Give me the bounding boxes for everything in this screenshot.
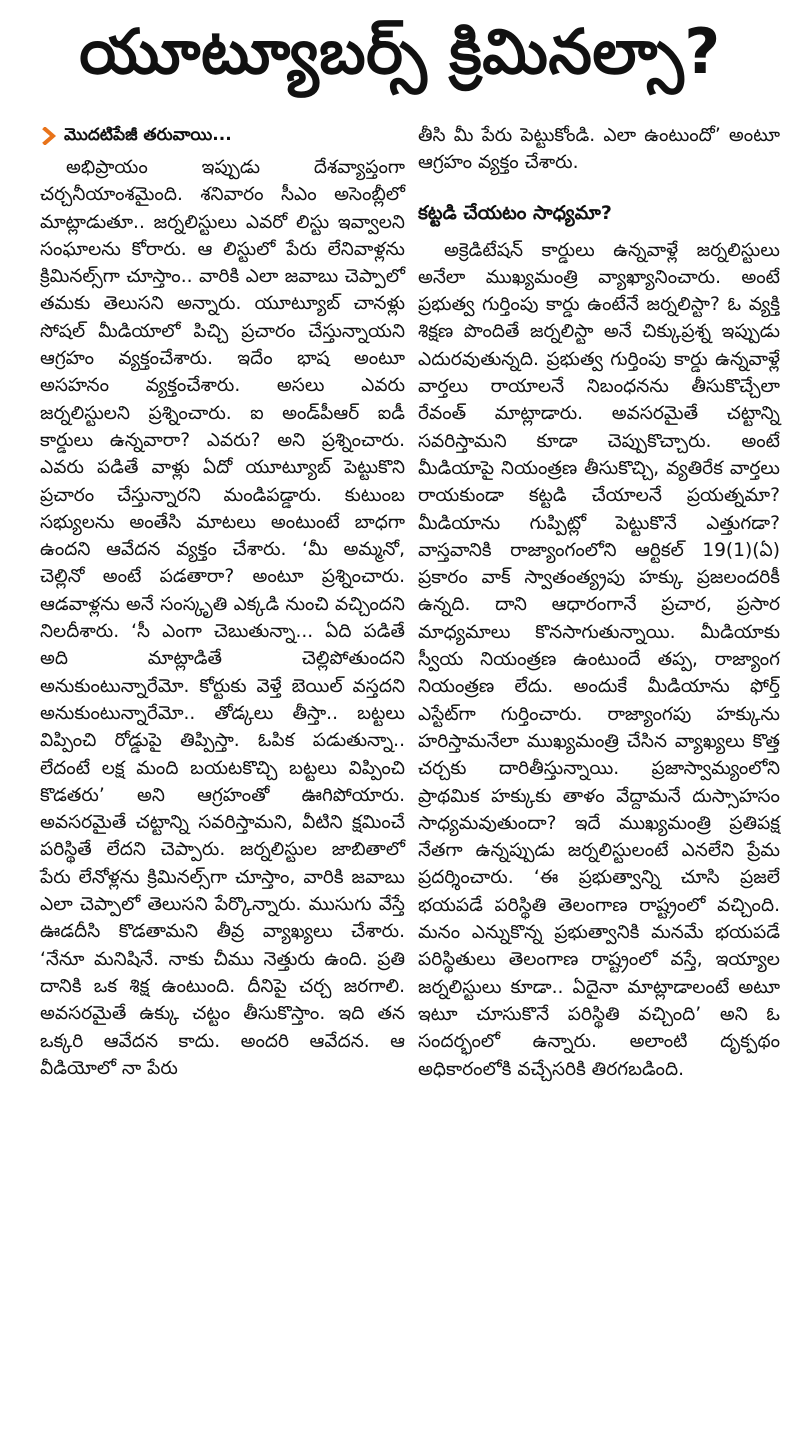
continuation-marker — [40, 122, 405, 150]
left-column — [40, 122, 405, 1082]
subheading: కట్టడి చేయటం సాధ్యమా? — [418, 201, 612, 224]
right-paragraph: అక్రెడిటేషన్ కార్డులు ఉన్నవాళ్లే జర్నలిస్టులు అనేలా ముఖ్యమంత్రి వ్యాఖ్యానించారు. అంటే ప్రభుత్వ గుర్తింపు కార్డు ఉంటేనే జర్నలిస్టా? ఓ వ్యక్తి శిక్షణ పొందితే జర్నలిస్టా అనే చిక్కుప్రశ్న ఇప్పుడు ఎదురవుతున్నది. ప్రభుత్వ గుర్తింపు కార్డు ఉన్నవాళ్లే వార్తలు రాయాలనే నిబంధనను తీసుకొచ్చేలా రేవంత్ మాట్లాడారు. అవసరమైతే చట్టాన్ని సవరిస్తామని కూడా చెప్పుకొచ్చారు. అంటే మీడియాపై నియంత్రణ తీసుకొచ్చి, వ్యతిరేక వార్తలు రాయకుండా కట్టడి చేయాలనే ప్రయత్నమా? మీడియాను గుప్పిట్లో పెట్టుకొనే ఎత్తుగడా? వాస్తవానికి రాజ్యాంగంలోని ఆర్టికల్ 19(1)(ఏ) ప్రకారం వాక్ స్వాతంత్య్రపు హక్కు ప్రజలందరికీ ఉన్నది. దాని ఆధారంగానే ప్రచార, ప్రసార మాధ్యమాలు కొనసాగుతున్నాయి. మీడియాకు స్వీయ నియంత్రణ ఉంటుందే తప్ప, రాజ్యాంగ నియంత్రణ లేదు. అందుకే మీడియాను ఫోర్త్ ఎస్టేట్‌గా గుర్తించారు. రాజ్యాంగపు హక్కును హరిస్తామనేలా ముఖ్యమంత్రి చేసిన వ్యాఖ్యలు కొత్త చర్చకు దారితీస్తున్నాయి. ప్రజాస్వామ్యంలోని ప్రాథమిక హక్కుకు తాళం వేద్దామనే దుస్సాహసం సాధ్యమవుతుందా? ఇదే ముఖ్యమంత్రి ప్రతిపక్ష నేతగా ఉన్నప్పుడు జర్నలిస్టులంటే ఎనలేని ప్రేమ ప్రదర్శించారు. ‘ఈ ప్రభుత్వాన్ని చూసి ప్రజలే భయపడే పరిస్థితి తెలంగాణ రాష్ట్రంలో వచ్చింది. మనం ఎన్నుకొన్న ప్రభుత్వానికి మనమే భయపడే పరిస్థితులు తెలంగాణ రాష్ట్రంలో వస్తే, ఇయ్యాల జర్నలిస్టులు కూడా.. ఏదైనా మాట్లాడాలంటే అటూ ఇటూ చూసుకొనే పరిస్థితి వచ్చింది’ అని ఓ సందర్భంలో ఉన్నారు. అలాంటి దృక్పథం అధికారంలోకి వచ్చేసరికి తిరగబడింది. — [418, 239, 780, 1080]
left-paragraph: అభిప్రాయం ఇప్పుడు దేశవ్యాప్తంగా చర్చనీయాంశమైంది. శనివారం సీఎం అసెంబ్లీలో మాట్లాడుతూ.. జర్నలిస్టులు ఎవరో లిస్టు ఇవ్వాలని సంఘాలను కోరారు. ఆ లిస్టులో పేరు లేనివాళ్లను క్రిమినల్స్‌గా చూస్తాం.. వారికి ఎలా జవాబు చెప్పాలో తమకు తెలుసని అన్నారు. యూట్యూబ్ చానళ్లు సోషల్ మీడియాలో పిచ్చి ప్రచారం చేస్తున్నాయని ఆగ్రహం వ్యక్తంచేశారు. ఇదేం భాష అంటూ అసహనం వ్యక్తంచేశారు. అసలు ఎవరు జర్నలిస్టులని ప్రశ్నించారు. ఐ అండ్‌పీఆర్ ఐడీ కార్డులు ఉన్నవారా? ఎవరు? అని ప్రశ్నించారు. ఎవరు పడితే వాళ్లు ఏదో యూట్యూబ్ పెట్టుకొని ప్రచారం చేస్తున్నారని మండిపడ్డారు. కుటుంబ సభ్యులను అంతేసి మాటలు అంటుంటే బాధగా ఉందని ఆవేదన వ్యక్తం చేశారు. ‘మీ అమ్మనో, చెల్లినో అంటే పడతారా? అంటూ ప్రశ్నించారు. ఆడవాళ్లను అనే సంస్కృతి ఎక్కడి నుంచి వచ్చిందని నిలదీశారు. ‘సీ ఎంగా చెబుతున్నా... ఏది పడితే అది మాట్లాడితే చెల్లిపోతుందని అనుకుంటున్నారేమో. కోర్టుకు వెళ్తే బెయిల్ వస్తదని అనుకుంటున్నారేమో.. తోడ్కలు తీస్తా.. బట్టలు విప్పించి రోడ్డుపై తిప్పిస్తా. ఓపిక పడుతున్నా.. లేదంటే లక్ష మంది బయటకొచ్చి బట్టలు విప్పించి కొడతరు’ అని ఆగ్రహంతో ఊగిపోయారు. అవసరమైతే చట్టాన్ని సవరిస్తామని, వీటిని క్షమించే పరిస్థితే లేదని చెప్పారు. జర్నలిస్టుల జాబితాలో పేరు లేనోళ్లను క్రిమినల్స్‌గా చూస్తాం, వారికి జవాబు ఎలా చెప్పాలో తెలుసని పేర్కొన్నారు. ముసుగు వేస్తే ఊడదీసి కొడతామని తీవ్ర వ్యాఖ్యలు చేశారు. ‘నేనూ మనిషినే. నాకు చీము నెత్తురు ఉంది. ప్రతి దానికి ఒక శిక్ష ఉంటుంది. దీనిపై చర్చ జరగాలి. అవసరమైతే ఉక్కు చట్టం తీసుకొస్తాం. ఇది తన ఒక్కరి ఆవేదన కాదు. అందరి ఆవేదన. ఆ వీడియోలో నా పేరు — [40, 157, 405, 1079]
jump-label: మొదటిపేజీ తరువాయి... — [64, 125, 232, 146]
right-column — [418, 122, 780, 1083]
right-top-paragraph: తీసి మీ పేరు పెట్టుకోండి. ఎలా ఉంటుందో’ అంటూ ఆగ్రహం వ్యక్తం చేశారు. — [418, 125, 780, 174]
headline: యూట్యూబర్స్ క్రిమినల్సా? — [79, 15, 721, 88]
chevron-right-icon — [40, 127, 58, 145]
